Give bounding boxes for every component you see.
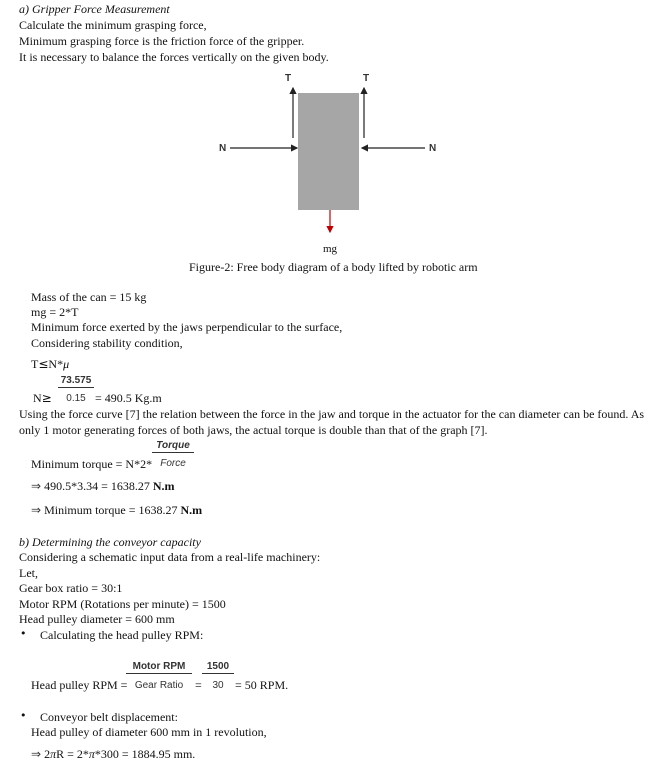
ineq-le-symbol: ≤ bbox=[38, 357, 49, 371]
pi-symbol: π bbox=[50, 747, 57, 761]
stability-line: Considering stability condition, bbox=[31, 336, 183, 350]
n-ge-symbol: ≥ bbox=[41, 391, 52, 405]
min-torque-formula: Minimum torque = N*2* bbox=[31, 457, 153, 471]
rpm-equals: = bbox=[195, 678, 202, 692]
rpm-fraction-2-denominator: 30 bbox=[212, 680, 224, 691]
displacement-line: Head pulley of diameter 600 mm in 1 revolution, bbox=[31, 725, 267, 739]
n-fraction-numerator: 73.575 bbox=[58, 375, 94, 388]
gear-box-ratio-line: Gear box ratio = 30:1 bbox=[19, 581, 123, 595]
pi-symbol: π bbox=[88, 747, 95, 761]
implies-arrow-icon: ⇒ bbox=[31, 747, 42, 761]
intro-line-3: It is necessary to balance the forces vertically on the given body. bbox=[19, 50, 329, 64]
disp-part-a: 2 bbox=[41, 747, 51, 761]
torque-calc-unit: N.m bbox=[152, 479, 175, 493]
free-body-diagram-svg bbox=[200, 68, 460, 258]
torque-result-line bbox=[31, 503, 202, 517]
rpm-fraction-1-denominator: Gear Ratio bbox=[134, 680, 184, 691]
n-result: = 490.5 Kg.m bbox=[95, 391, 162, 405]
torque-result-text: Minimum torque = 1638.27 bbox=[41, 503, 181, 517]
head-pulley-diameter-line: Head pulley diameter = 600 mm bbox=[19, 612, 175, 626]
bullet-icon: • bbox=[20, 709, 27, 722]
bullet-2-text: Conveyor belt displacement: bbox=[40, 710, 178, 724]
label-n-right: N bbox=[429, 143, 437, 154]
torque-result-unit: N.m bbox=[180, 503, 203, 517]
torque-calc-text: 490.5*3.34 = 1638.27 bbox=[41, 479, 153, 493]
label-mg: mg bbox=[323, 243, 338, 255]
label-t-right: T bbox=[363, 73, 370, 84]
implies-arrow-icon: ⇒ bbox=[31, 479, 42, 493]
free-body-diagram bbox=[200, 68, 460, 262]
implies-arrow-icon: ⇒ bbox=[31, 503, 42, 517]
rpm-fraction-2-numerator: 1500 bbox=[202, 661, 234, 674]
section-b-line-2: Let, bbox=[19, 566, 38, 580]
figure-caption: Figure-2: Free body diagram of a body lifted by robotic arm bbox=[189, 260, 478, 274]
n-inequality bbox=[33, 391, 52, 405]
ineq-t: T bbox=[31, 357, 39, 371]
rpm-fraction-1-numerator: Motor RPM bbox=[126, 661, 192, 674]
rpm-result: = 50 RPM. bbox=[235, 678, 289, 692]
torque-fraction-numerator: Torque bbox=[152, 440, 194, 453]
label-n-left: N bbox=[219, 143, 227, 154]
inequality-t bbox=[31, 357, 69, 371]
torque-calc-line bbox=[31, 479, 175, 493]
intro-line-2: Minimum grasping force is the friction force of the gripper. bbox=[19, 34, 305, 48]
section-b-heading: b) Determining the conveyor capacity bbox=[19, 535, 201, 549]
force-curve-line-2: only 1 motor generating forces of both jaws, the actual torque is double than that of the graph [7]. bbox=[19, 423, 488, 437]
force-desc-line: Minimum force exerted by the jaws perpendicular to the surface, bbox=[31, 320, 343, 334]
rpm-lhs: Head pulley RPM = bbox=[31, 678, 128, 692]
ineq-rhs: N* bbox=[48, 357, 64, 371]
mass-line: Mass of the can = 15 kg bbox=[31, 290, 147, 304]
lifted-body bbox=[298, 93, 359, 210]
section-b-line-1: Considering a schematic input data from a real-life machinery: bbox=[19, 550, 321, 564]
bullet-1-text: Calculating the head pulley RPM: bbox=[40, 628, 204, 642]
intro-line-1: Calculate the minimum grasping force, bbox=[19, 18, 207, 32]
bullet-icon: • bbox=[20, 627, 27, 640]
torque-fraction-denominator: Force bbox=[160, 458, 186, 469]
displacement-formula bbox=[31, 747, 195, 761]
disp-part-b: R = 2* bbox=[56, 747, 89, 761]
n-lhs: N bbox=[33, 391, 42, 405]
mu-symbol: μ bbox=[63, 357, 70, 371]
mg-line: mg = 2*T bbox=[31, 305, 79, 319]
label-t-left: T bbox=[285, 73, 292, 84]
disp-part-c: *300 = 1884.95 mm. bbox=[94, 747, 196, 761]
motor-rpm-line: Motor RPM (Rotations per minute) = 1500 bbox=[19, 597, 226, 611]
n-fraction-denominator: 0.15 bbox=[66, 393, 86, 404]
force-curve-line-1: Using the force curve [7] the relation between the force in the jaw and torque in the actuator for the can diameter can be found. As bbox=[19, 407, 645, 421]
section-a-heading: a) Gripper Force Measurement bbox=[19, 2, 170, 16]
